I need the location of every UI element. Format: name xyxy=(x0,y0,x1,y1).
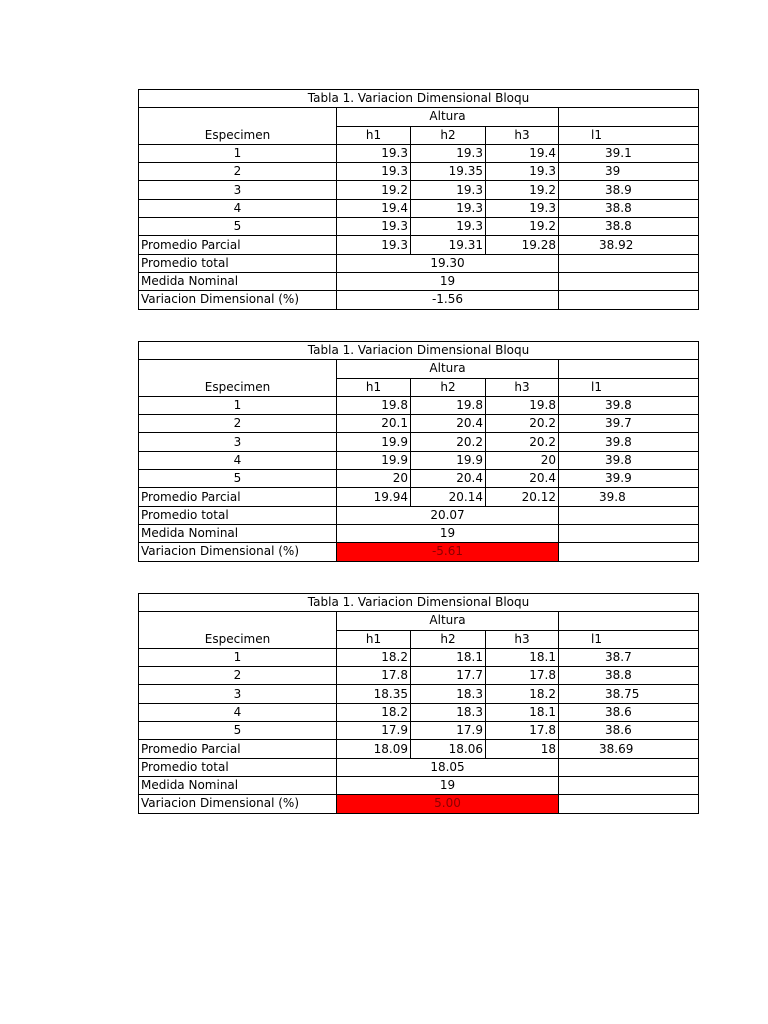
table-row xyxy=(139,199,699,217)
empty-cell xyxy=(559,254,699,272)
variacion-dimensional-row xyxy=(139,291,699,309)
variacion-dimensional-value: -5.61 xyxy=(337,543,559,561)
value-h3: 19.8 xyxy=(486,396,559,414)
medida-nominal-label: Medida Nominal xyxy=(139,776,337,794)
value-h1: 19.4 xyxy=(337,199,411,217)
table-row xyxy=(139,396,699,414)
group-header-row xyxy=(139,108,699,126)
promedio-parcial-h2: 20.14 xyxy=(411,488,486,506)
value-h3: 20.4 xyxy=(486,470,559,488)
value-h3: 18.1 xyxy=(486,703,559,721)
value-h2: 17.9 xyxy=(411,722,486,740)
dimensional-table-1 xyxy=(138,89,635,310)
medida-nominal-value: 19 xyxy=(337,524,559,542)
variacion-dimensional-label: Variacion Dimensional (%) xyxy=(139,291,337,309)
specimen-header: Especimen xyxy=(139,612,337,649)
column-header-h1: h1 xyxy=(337,630,411,648)
specimen-id: 5 xyxy=(139,470,337,488)
table-row xyxy=(139,667,699,685)
variacion-dimensional-label: Variacion Dimensional (%) xyxy=(139,795,337,813)
column-header-h1: h1 xyxy=(337,378,411,396)
value-h2: 20.4 xyxy=(411,415,486,433)
promedio-parcial-label: Promedio Parcial xyxy=(139,488,337,506)
value-h1: 20 xyxy=(337,470,411,488)
value-l1: 38.6 xyxy=(559,722,699,740)
group-header-row xyxy=(139,360,699,378)
table-row xyxy=(139,415,699,433)
empty-cell xyxy=(559,272,699,290)
variacion-dimensional-row xyxy=(139,795,699,813)
empty-cell xyxy=(559,543,699,561)
promedio-parcial-l1: 38.69 xyxy=(559,740,699,758)
value-h3: 19.3 xyxy=(486,163,559,181)
value-h3: 19.4 xyxy=(486,144,559,162)
altura-header: Altura xyxy=(337,612,559,630)
value-h2: 19.9 xyxy=(411,451,486,469)
table-row xyxy=(139,181,699,199)
column-header-h2: h2 xyxy=(411,378,486,396)
value-h3: 19.3 xyxy=(486,199,559,217)
value-l1: 38.75 xyxy=(559,685,699,703)
promedio-parcial-row xyxy=(139,236,699,254)
table-row xyxy=(139,144,699,162)
value-h3: 19.2 xyxy=(486,218,559,236)
specimen-id: 1 xyxy=(139,396,337,414)
specimen-id: 5 xyxy=(139,722,337,740)
column-header-h3: h3 xyxy=(486,630,559,648)
empty-cell xyxy=(559,291,699,309)
value-h3: 19.2 xyxy=(486,181,559,199)
empty-cell xyxy=(559,108,699,126)
table-title-row xyxy=(139,594,699,612)
value-h1: 18.2 xyxy=(337,703,411,721)
altura-header: Altura xyxy=(337,360,559,378)
empty-cell xyxy=(559,506,699,524)
specimen-id: 3 xyxy=(139,685,337,703)
column-header-h2: h2 xyxy=(411,630,486,648)
variacion-dimensional-value: -1.56 xyxy=(337,291,559,309)
value-h2: 17.7 xyxy=(411,667,486,685)
value-l1: 39.7 xyxy=(559,415,699,433)
empty-cell xyxy=(559,776,699,794)
value-h1: 19.3 xyxy=(337,218,411,236)
variacion-dimensional-row xyxy=(139,543,699,561)
value-h2: 18.3 xyxy=(411,685,486,703)
value-h1: 19.3 xyxy=(337,144,411,162)
value-h2: 19.8 xyxy=(411,396,486,414)
promedio-parcial-h1: 19.94 xyxy=(337,488,411,506)
value-h1: 17.8 xyxy=(337,667,411,685)
specimen-header: Especimen xyxy=(139,108,337,145)
table-row xyxy=(139,470,699,488)
value-h2: 18.1 xyxy=(411,648,486,666)
value-h2: 19.35 xyxy=(411,163,486,181)
specimen-id: 2 xyxy=(139,163,337,181)
promedio-total-value: 19.30 xyxy=(337,254,559,272)
value-h2: 19.3 xyxy=(411,181,486,199)
promedio-total-row xyxy=(139,506,699,524)
empty-cell xyxy=(559,612,699,630)
value-h3: 18.2 xyxy=(486,685,559,703)
table-row xyxy=(139,218,699,236)
table-title: Tabla 1. Variacion Dimensional Bloqu xyxy=(139,342,699,360)
specimen-id: 4 xyxy=(139,199,337,217)
value-l1: 39.8 xyxy=(559,451,699,469)
table-row xyxy=(139,451,699,469)
table-title: Tabla 1. Variacion Dimensional Bloqu xyxy=(139,90,699,108)
medida-nominal-row xyxy=(139,776,699,794)
medida-nominal-label: Medida Nominal xyxy=(139,524,337,542)
column-header-h2: h2 xyxy=(411,126,486,144)
value-h1: 19.9 xyxy=(337,451,411,469)
empty-cell xyxy=(559,758,699,776)
table-row xyxy=(139,722,699,740)
value-h1: 19.3 xyxy=(337,163,411,181)
promedio-total-label: Promedio total xyxy=(139,254,337,272)
value-l1: 38.9 xyxy=(559,181,699,199)
specimen-id: 1 xyxy=(139,648,337,666)
value-l1: 38.8 xyxy=(559,667,699,685)
promedio-total-label: Promedio total xyxy=(139,758,337,776)
dimensional-table-2 xyxy=(138,341,635,562)
promedio-total-value: 18.05 xyxy=(337,758,559,776)
promedio-parcial-row xyxy=(139,740,699,758)
value-h2: 20.2 xyxy=(411,433,486,451)
column-header-h1: h1 xyxy=(337,126,411,144)
promedio-total-value: 20.07 xyxy=(337,506,559,524)
value-h2: 19.3 xyxy=(411,144,486,162)
value-h1: 19.9 xyxy=(337,433,411,451)
medida-nominal-row xyxy=(139,272,699,290)
column-header-l1: l1 xyxy=(559,630,699,648)
specimen-id: 3 xyxy=(139,181,337,199)
promedio-parcial-h3: 18 xyxy=(486,740,559,758)
value-h1: 20.1 xyxy=(337,415,411,433)
value-h3: 20.2 xyxy=(486,415,559,433)
table-title-row xyxy=(139,342,699,360)
promedio-total-row xyxy=(139,758,699,776)
promedio-total-label: Promedio total xyxy=(139,506,337,524)
table-title-row xyxy=(139,90,699,108)
value-h3: 17.8 xyxy=(486,667,559,685)
value-h1: 18.2 xyxy=(337,648,411,666)
value-h1: 18.35 xyxy=(337,685,411,703)
table-row xyxy=(139,685,699,703)
specimen-id: 1 xyxy=(139,144,337,162)
value-l1: 38.7 xyxy=(559,648,699,666)
value-h1: 19.2 xyxy=(337,181,411,199)
specimen-id: 4 xyxy=(139,451,337,469)
column-header-h3: h3 xyxy=(486,378,559,396)
empty-cell xyxy=(559,795,699,813)
table-row xyxy=(139,433,699,451)
table-row xyxy=(139,163,699,181)
empty-cell xyxy=(559,360,699,378)
value-h2: 19.3 xyxy=(411,218,486,236)
specimen-id: 2 xyxy=(139,415,337,433)
value-h2: 20.4 xyxy=(411,470,486,488)
variacion-dimensional-label: Variacion Dimensional (%) xyxy=(139,543,337,561)
value-l1: 38.8 xyxy=(559,199,699,217)
value-h1: 19.8 xyxy=(337,396,411,414)
promedio-parcial-h3: 19.28 xyxy=(486,236,559,254)
promedio-parcial-h1: 19.3 xyxy=(337,236,411,254)
medida-nominal-value: 19 xyxy=(337,776,559,794)
value-h1: 17.9 xyxy=(337,722,411,740)
empty-cell xyxy=(559,524,699,542)
value-l1: 38.6 xyxy=(559,703,699,721)
promedio-parcial-label: Promedio Parcial xyxy=(139,236,337,254)
promedio-parcial-h1: 18.09 xyxy=(337,740,411,758)
promedio-parcial-h2: 19.31 xyxy=(411,236,486,254)
specimen-id: 2 xyxy=(139,667,337,685)
value-h2: 18.3 xyxy=(411,703,486,721)
specimen-header: Especimen xyxy=(139,360,337,397)
specimen-id: 3 xyxy=(139,433,337,451)
value-h3: 20 xyxy=(486,451,559,469)
medida-nominal-row xyxy=(139,524,699,542)
value-l1: 39.8 xyxy=(559,433,699,451)
value-h3: 17.8 xyxy=(486,722,559,740)
column-header-l1: l1 xyxy=(559,126,699,144)
medida-nominal-label: Medida Nominal xyxy=(139,272,337,290)
table-row xyxy=(139,703,699,721)
promedio-parcial-row xyxy=(139,488,699,506)
dimensional-table-3 xyxy=(138,593,640,814)
column-header-h3: h3 xyxy=(486,126,559,144)
specimen-id: 5 xyxy=(139,218,337,236)
value-h3: 20.2 xyxy=(486,433,559,451)
group-header-row xyxy=(139,612,699,630)
promedio-total-row xyxy=(139,254,699,272)
altura-header: Altura xyxy=(337,108,559,126)
variacion-dimensional-value: 5.00 xyxy=(337,795,559,813)
value-l1: 39.9 xyxy=(559,470,699,488)
value-l1: 39.1 xyxy=(559,144,699,162)
column-header-l1: l1 xyxy=(559,378,699,396)
value-l1: 38.8 xyxy=(559,218,699,236)
promedio-parcial-label: Promedio Parcial xyxy=(139,740,337,758)
value-l1: 39 xyxy=(559,163,699,181)
table-row xyxy=(139,648,699,666)
promedio-parcial-l1: 39.8 xyxy=(559,488,699,506)
promedio-parcial-h2: 18.06 xyxy=(411,740,486,758)
promedio-parcial-h3: 20.12 xyxy=(486,488,559,506)
value-l1: 39.8 xyxy=(559,396,699,414)
value-h2: 19.3 xyxy=(411,199,486,217)
table-title: Tabla 1. Variacion Dimensional Bloqu xyxy=(139,594,699,612)
value-h3: 18.1 xyxy=(486,648,559,666)
promedio-parcial-l1: 38.92 xyxy=(559,236,699,254)
specimen-id: 4 xyxy=(139,703,337,721)
medida-nominal-value: 19 xyxy=(337,272,559,290)
